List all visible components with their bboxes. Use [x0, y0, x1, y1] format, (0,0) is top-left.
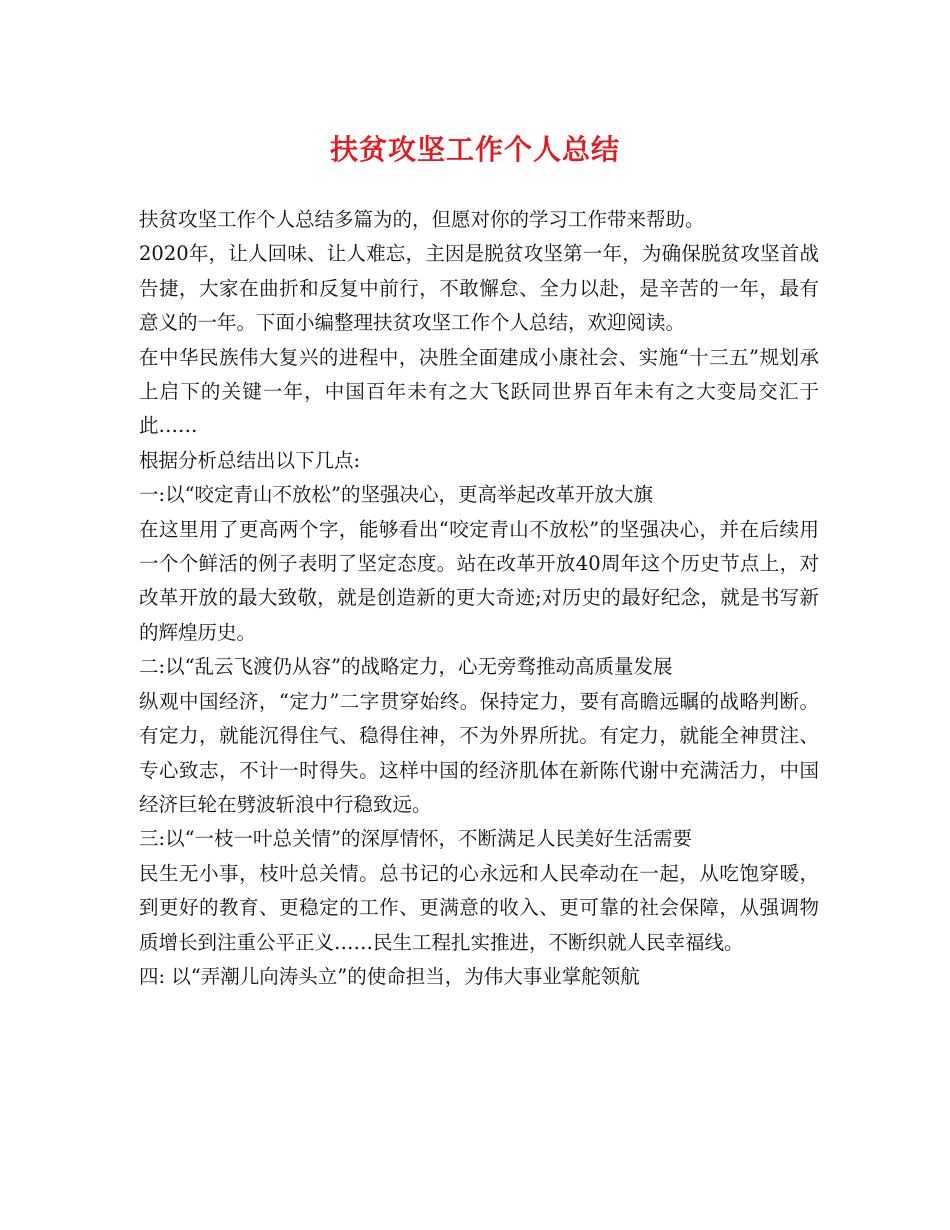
heading-point-2: 二:以“乱云飞渡仍从容”的战略定力，心无旁骛推动高质量发展 [139, 655, 673, 679]
heading-point-4: 四: 以“弄潮儿向涛头立”的使命担当，为伟大事业掌舵领航 [139, 964, 640, 988]
paragraph-intro: 扶贫攻坚工作个人总结多篇为的，但愿对你的学习工作带来帮助。 [139, 208, 705, 231]
paragraph-point-2: 纵观中国经济，“定力”二字贯穿始终。保持定力，要有高瞻远瞩的战略判断。有定力，就能沉得住气、稳得住神，不为外界所扰。有定力，就能全神贯注、专心致志，不计一时得失。这样中国的经济肌体在新陈代谢中充满活力，中国经济巨轮在劈波斩浪中行稳致远。 [139, 689, 819, 816]
paragraph-rejuvenation: 在中华民族伟大复兴的进程中，决胜全面建成小康社会、实施“十三五”规划承上启下的关键一年，中国百年未有之大飞跃同世界百年未有之大变局交汇于此…… [139, 345, 819, 438]
paragraph-points-intro: 根据分析总结出以下几点: [139, 448, 361, 472]
paragraph-point-3: 民生无小事，枝叶总关情。总书记的心永远和人民牵动在一起，从吃饱穿暖，到更好的教育、更稳定的工作、更满意的收入、更可靠的社会保障，从强调物质增长到注重公平正义……民生工程扎实推进，不断织就人民幸福线。 [139, 861, 819, 954]
paragraph-point-1: 在这里用了更高两个字，能够看出“咬定青山不放松”的坚强决心，并在后续用一个个鲜活的例子表明了坚定态度。站在改革开放40周年这个历史节点上，对改革开放的最大致敬，就是创造新的更大奇迹;对历史的最好纪念，就是书写新的辉煌历史。 [139, 517, 819, 644]
heading-point-1: 一:以“咬定青山不放松”的坚强决心，更高举起改革开放大旗 [139, 483, 654, 507]
document-title: 扶贫攻坚工作个人总结 [329, 133, 620, 166]
paragraph-2020: 2020年，让人回味、让人难忘，主因是脱贫攻坚第一年，为确保脱贫攻坚首战告捷，大家在曲折和反复中前行，不敢懈怠、全力以赴，是辛苦的一年，最有意义的一年。下面小编整理扶贫攻坚工作个人总结，欢迎阅读。 [139, 242, 819, 335]
heading-point-3: 三:以“一枝一叶总关情”的深厚情怀，不断满足人民美好生活需要 [139, 827, 693, 851]
document-body [139, 203, 819, 994]
